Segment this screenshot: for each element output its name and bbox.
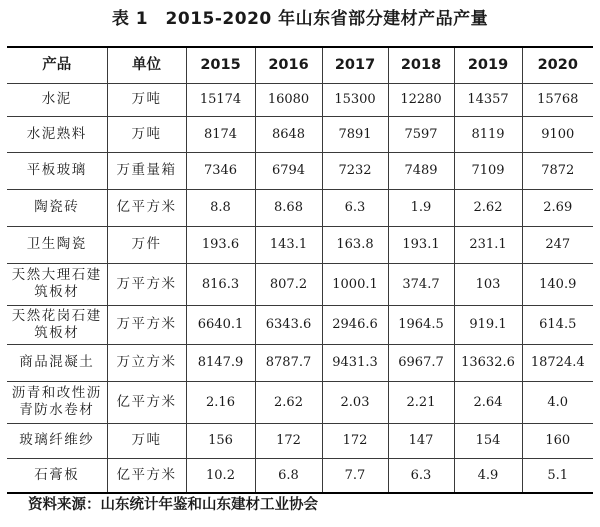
product-name-cell: 天然花岗石建筑板材 [7, 305, 107, 344]
product-name-cell: 卫生陶瓷 [7, 226, 107, 263]
value-cell: 103 [454, 263, 522, 305]
value-cell: 7872 [522, 152, 593, 189]
header-row [7, 47, 593, 83]
source-note: 资料来源：山东统计年鉴和山东建材工业协会 [28, 497, 318, 513]
value-cell: 193.1 [388, 226, 454, 263]
value-cell: 7489 [388, 152, 454, 189]
value-cell: 172 [255, 423, 322, 458]
header-year-2019: 2019 [454, 47, 522, 83]
unit-cell: 万件 [107, 226, 186, 263]
value-cell: 374.7 [388, 263, 454, 305]
value-cell: 160 [522, 423, 593, 458]
value-cell: 7109 [454, 152, 522, 189]
unit-cell: 万平方米 [107, 305, 186, 344]
value-cell: 6.8 [255, 458, 322, 493]
value-cell: 816.3 [186, 263, 255, 305]
value-cell: 16080 [255, 83, 322, 116]
value-cell: 1.9 [388, 189, 454, 226]
value-cell: 807.2 [255, 263, 322, 305]
unit-cell: 万吨 [107, 423, 186, 458]
value-cell: 6794 [255, 152, 322, 189]
product-name-cell: 石膏板 [7, 458, 107, 493]
value-cell: 6640.1 [186, 305, 255, 344]
header-year-2020: 2020 [522, 47, 593, 83]
value-cell: 1964.5 [388, 305, 454, 344]
table-body [7, 83, 593, 493]
product-name-cell: 平板玻璃 [7, 152, 107, 189]
value-cell: 2946.6 [322, 305, 388, 344]
value-cell: 2.69 [522, 189, 593, 226]
value-cell: 7597 [388, 116, 454, 152]
table-row [7, 381, 593, 423]
value-cell: 4.0 [522, 381, 593, 423]
product-name-cell: 商品混凝土 [7, 344, 107, 381]
header-product: 产品 [7, 47, 107, 83]
value-cell: 6967.7 [388, 344, 454, 381]
unit-cell: 亿平方米 [107, 458, 186, 493]
value-cell: 6.3 [388, 458, 454, 493]
table-row [7, 152, 593, 189]
value-cell: 2.62 [454, 189, 522, 226]
unit-cell: 万平方米 [107, 263, 186, 305]
value-cell: 7346 [186, 152, 255, 189]
value-cell: 4.9 [454, 458, 522, 493]
value-cell: 15768 [522, 83, 593, 116]
value-cell: 919.1 [454, 305, 522, 344]
value-cell: 8147.9 [186, 344, 255, 381]
value-cell: 7232 [322, 152, 388, 189]
value-cell: 8787.7 [255, 344, 322, 381]
table-row [7, 189, 593, 226]
product-name-cell: 水泥 [7, 83, 107, 116]
table-row [7, 458, 593, 493]
value-cell: 7.7 [322, 458, 388, 493]
value-cell: 13632.6 [454, 344, 522, 381]
product-name-cell: 沥青和改性沥青防水卷材 [7, 381, 107, 423]
header-unit: 单位 [107, 47, 186, 83]
unit-cell: 万吨 [107, 116, 186, 152]
unit-cell: 万吨 [107, 83, 186, 116]
product-name-cell: 天然大理石建筑板材 [7, 263, 107, 305]
unit-cell: 亿平方米 [107, 189, 186, 226]
table-row [7, 116, 593, 152]
value-cell: 2.03 [322, 381, 388, 423]
unit-cell: 亿平方米 [107, 381, 186, 423]
unit-cell: 万立方米 [107, 344, 186, 381]
table-row [7, 344, 593, 381]
value-cell: 147 [388, 423, 454, 458]
value-cell: 14357 [454, 83, 522, 116]
value-cell: 2.21 [388, 381, 454, 423]
header-year-2016: 2016 [255, 47, 322, 83]
value-cell: 163.8 [322, 226, 388, 263]
product-name-cell: 玻璃纤维纱 [7, 423, 107, 458]
production-table [7, 46, 593, 494]
table-title: 表 1 2015-2020 年山东省部分建材产品产量 [111, 9, 489, 29]
value-cell: 140.9 [522, 263, 593, 305]
value-cell: 10.2 [186, 458, 255, 493]
value-cell: 5.1 [522, 458, 593, 493]
header-year-2018: 2018 [388, 47, 454, 83]
header-year-2017: 2017 [322, 47, 388, 83]
value-cell: 2.62 [255, 381, 322, 423]
value-cell: 18724.4 [522, 344, 593, 381]
value-cell: 193.6 [186, 226, 255, 263]
value-cell: 8.68 [255, 189, 322, 226]
value-cell: 2.16 [186, 381, 255, 423]
value-cell: 6343.6 [255, 305, 322, 344]
product-name-cell: 水泥熟料 [7, 116, 107, 152]
value-cell: 247 [522, 226, 593, 263]
value-cell: 172 [322, 423, 388, 458]
value-cell: 154 [454, 423, 522, 458]
value-cell: 6.3 [322, 189, 388, 226]
value-cell: 15300 [322, 83, 388, 116]
value-cell: 231.1 [454, 226, 522, 263]
table-row [7, 83, 593, 116]
table-row [7, 305, 593, 344]
value-cell: 614.5 [522, 305, 593, 344]
value-cell: 9431.3 [322, 344, 388, 381]
value-cell: 2.64 [454, 381, 522, 423]
product-name-cell: 陶瓷砖 [7, 189, 107, 226]
value-cell: 156 [186, 423, 255, 458]
value-cell: 8174 [186, 116, 255, 152]
value-cell: 7891 [322, 116, 388, 152]
header-year-2015: 2015 [186, 47, 255, 83]
unit-cell: 万重量箱 [107, 152, 186, 189]
value-cell: 8119 [454, 116, 522, 152]
table-row [7, 263, 593, 305]
value-cell: 143.1 [255, 226, 322, 263]
table-row [7, 226, 593, 263]
value-cell: 9100 [522, 116, 593, 152]
value-cell: 15174 [186, 83, 255, 116]
value-cell: 12280 [388, 83, 454, 116]
value-cell: 8.8 [186, 189, 255, 226]
value-cell: 1000.1 [322, 263, 388, 305]
value-cell: 8648 [255, 116, 322, 152]
table-row [7, 423, 593, 458]
